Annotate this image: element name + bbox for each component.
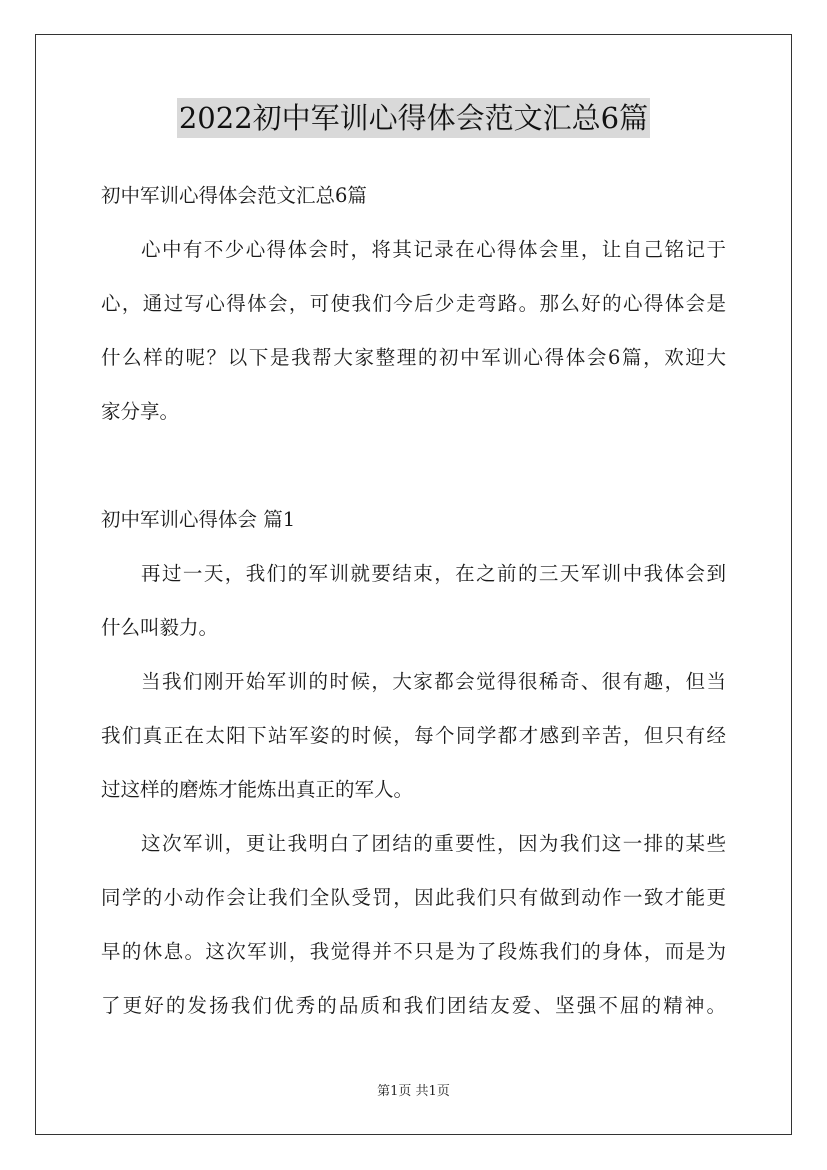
intro-line-4: 家分享。 — [101, 400, 180, 423]
intro-line-3: 什么样的呢？以下是我帮大家整理的初中军训心得体会6篇，欢迎大 — [101, 346, 726, 369]
page-footer: 第1页 共1页 — [377, 1084, 450, 1099]
paragraph-line: 这次军训，更让我明白了团结的重要性，因为我们这一排的某些 — [141, 832, 726, 855]
intro-line-1: 心中有不少心得体会时，将其记录在心得体会里，让自己铭记于 — [141, 238, 726, 261]
paragraph-line: 我们真正在太阳下站军姿的时候，每个同学都才感到辛苦，但只有经 — [101, 724, 726, 747]
title-container — [0, 98, 827, 138]
paragraph-line: 当我们刚开始军训的时候，大家都会觉得很稀奇、很有趣，但当 — [141, 670, 726, 693]
paragraph-line: 同学的小动作会让我们全队受罚，因此我们只有做到动作一致才能更 — [101, 886, 726, 909]
paragraph-line: 什么叫毅力。 — [101, 616, 219, 639]
document-subtitle: 初中军训心得体会范文汇总6篇 — [101, 184, 367, 207]
paragraph-line: 早的休息。这次军训，我觉得并不只是为了段炼我们的身体，而是为 — [101, 940, 726, 963]
intro-line-2: 心，通过写心得体会，可使我们今后少走弯路。那么好的心得体会是 — [101, 292, 726, 315]
document-title: 2022初中军训心得体会范文汇总6篇 — [177, 98, 650, 138]
section-heading: 初中军训心得体会 篇1 — [101, 508, 296, 531]
paragraph-line: 再过一天，我们的军训就要结束，在之前的三天军训中我体会到 — [141, 562, 726, 585]
paragraph-line: 过这样的磨炼才能炼出真正的军人。 — [101, 778, 414, 801]
paragraph-line: 了更好的发扬我们优秀的品质和我们团结友爱、坚强不屈的精神。 — [101, 994, 726, 1017]
